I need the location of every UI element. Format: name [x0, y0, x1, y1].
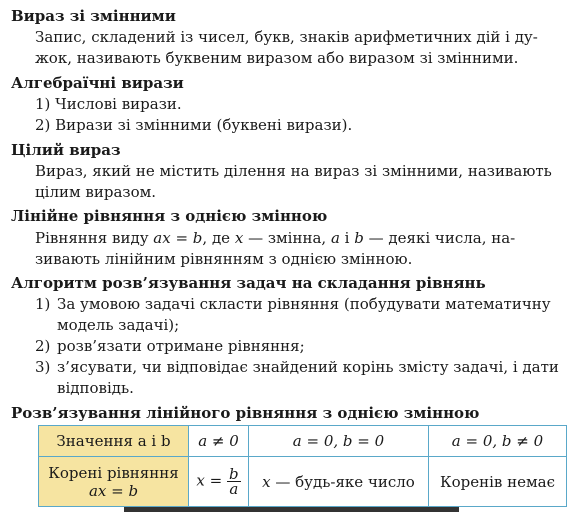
table-cell: a ≠ 0 — [189, 426, 249, 457]
table-cell — [189, 457, 249, 507]
fraction-numerator: b — [228, 465, 239, 483]
table-cell: a = 0, b = 0 — [249, 426, 429, 457]
table-header-cell — [39, 457, 189, 507]
list-text: розв’язати отримане рівняння; — [57, 337, 305, 355]
definition-line: жок, називають буквеним виразом або виразом зі змінними. — [35, 49, 519, 67]
definition-line: Вираз, який не містить ділення на вираз зі змінними, називають — [35, 162, 552, 180]
header-line: Корені рівняння — [48, 463, 179, 482]
section-title-linear-equation: Лінійне рівняння з однією змінною — [11, 207, 328, 225]
list-text: За умовою задачі скласти рівняння (побудувати математичну — [57, 295, 551, 313]
list-number: 2) — [35, 337, 51, 355]
table-cell: a = 0, b ≠ 0 — [429, 426, 567, 457]
section-title-variable-expression: Вираз зі змінними — [11, 7, 176, 25]
list-number: 3) — [35, 358, 51, 376]
text-fragment: — деякі числа, на- — [363, 229, 516, 247]
list-item: 1) Числові вирази. — [35, 95, 182, 113]
fraction-denominator: a — [229, 480, 239, 498]
list-item-continuation: модель задачі); — [57, 316, 180, 334]
section-title-integer-expression: Цілий вираз — [11, 141, 121, 159]
page-edge-bar — [124, 507, 459, 512]
table-row — [39, 426, 567, 457]
text-fragment: і — [339, 229, 355, 247]
definition-line: Запис, складений із чисел, букв, знаків арифметичних дій і ду- — [35, 28, 538, 46]
list-item — [35, 357, 559, 378]
fraction — [227, 467, 241, 496]
variable-x: x — [262, 472, 271, 491]
list-text: з’ясувати, чи відповідає знайдений корінь змісту задачі, і дати — [57, 358, 559, 376]
section-title-solving-linear-equation: Розв’язування лінійного рівняння з однією змінною — [11, 404, 480, 422]
definition-line: зивають лінійним рівнянням з однією змінною. — [35, 250, 413, 268]
text-fragment: , де — [202, 229, 235, 247]
table-row — [39, 457, 567, 507]
equation-ax-b: ax = b — [153, 229, 203, 247]
list-number: 1) — [35, 295, 51, 313]
list-item — [35, 294, 551, 315]
table-cell: Коренів немає — [429, 457, 567, 507]
list-item-continuation: відповідь. — [57, 379, 134, 397]
definition-line: цілим виразом. — [35, 183, 157, 201]
definition-line — [35, 228, 515, 249]
formula-lhs: x = — [196, 471, 223, 490]
variable-b: b — [354, 229, 364, 247]
header-equation: ax = b — [88, 481, 139, 500]
solutions-table — [38, 425, 567, 507]
list-item: 2) Вирази зі змінними (буквені вирази). — [35, 116, 353, 134]
section-title-algebraic-expressions: Алгебраїчні вирази — [11, 74, 184, 92]
variable-x: x — [234, 229, 244, 247]
list-item — [35, 336, 305, 357]
variable-a: a — [330, 229, 340, 247]
table-header-cell: Значення a і b — [39, 426, 189, 457]
text-fragment: Рівняння виду — [35, 229, 154, 247]
cell-text: — будь-яке число — [270, 472, 415, 491]
text-fragment: — змінна, — [243, 229, 331, 247]
table-cell — [249, 457, 429, 507]
section-title-algorithm: Алгоритм розв’язування задач на складання рівнянь — [11, 274, 486, 292]
